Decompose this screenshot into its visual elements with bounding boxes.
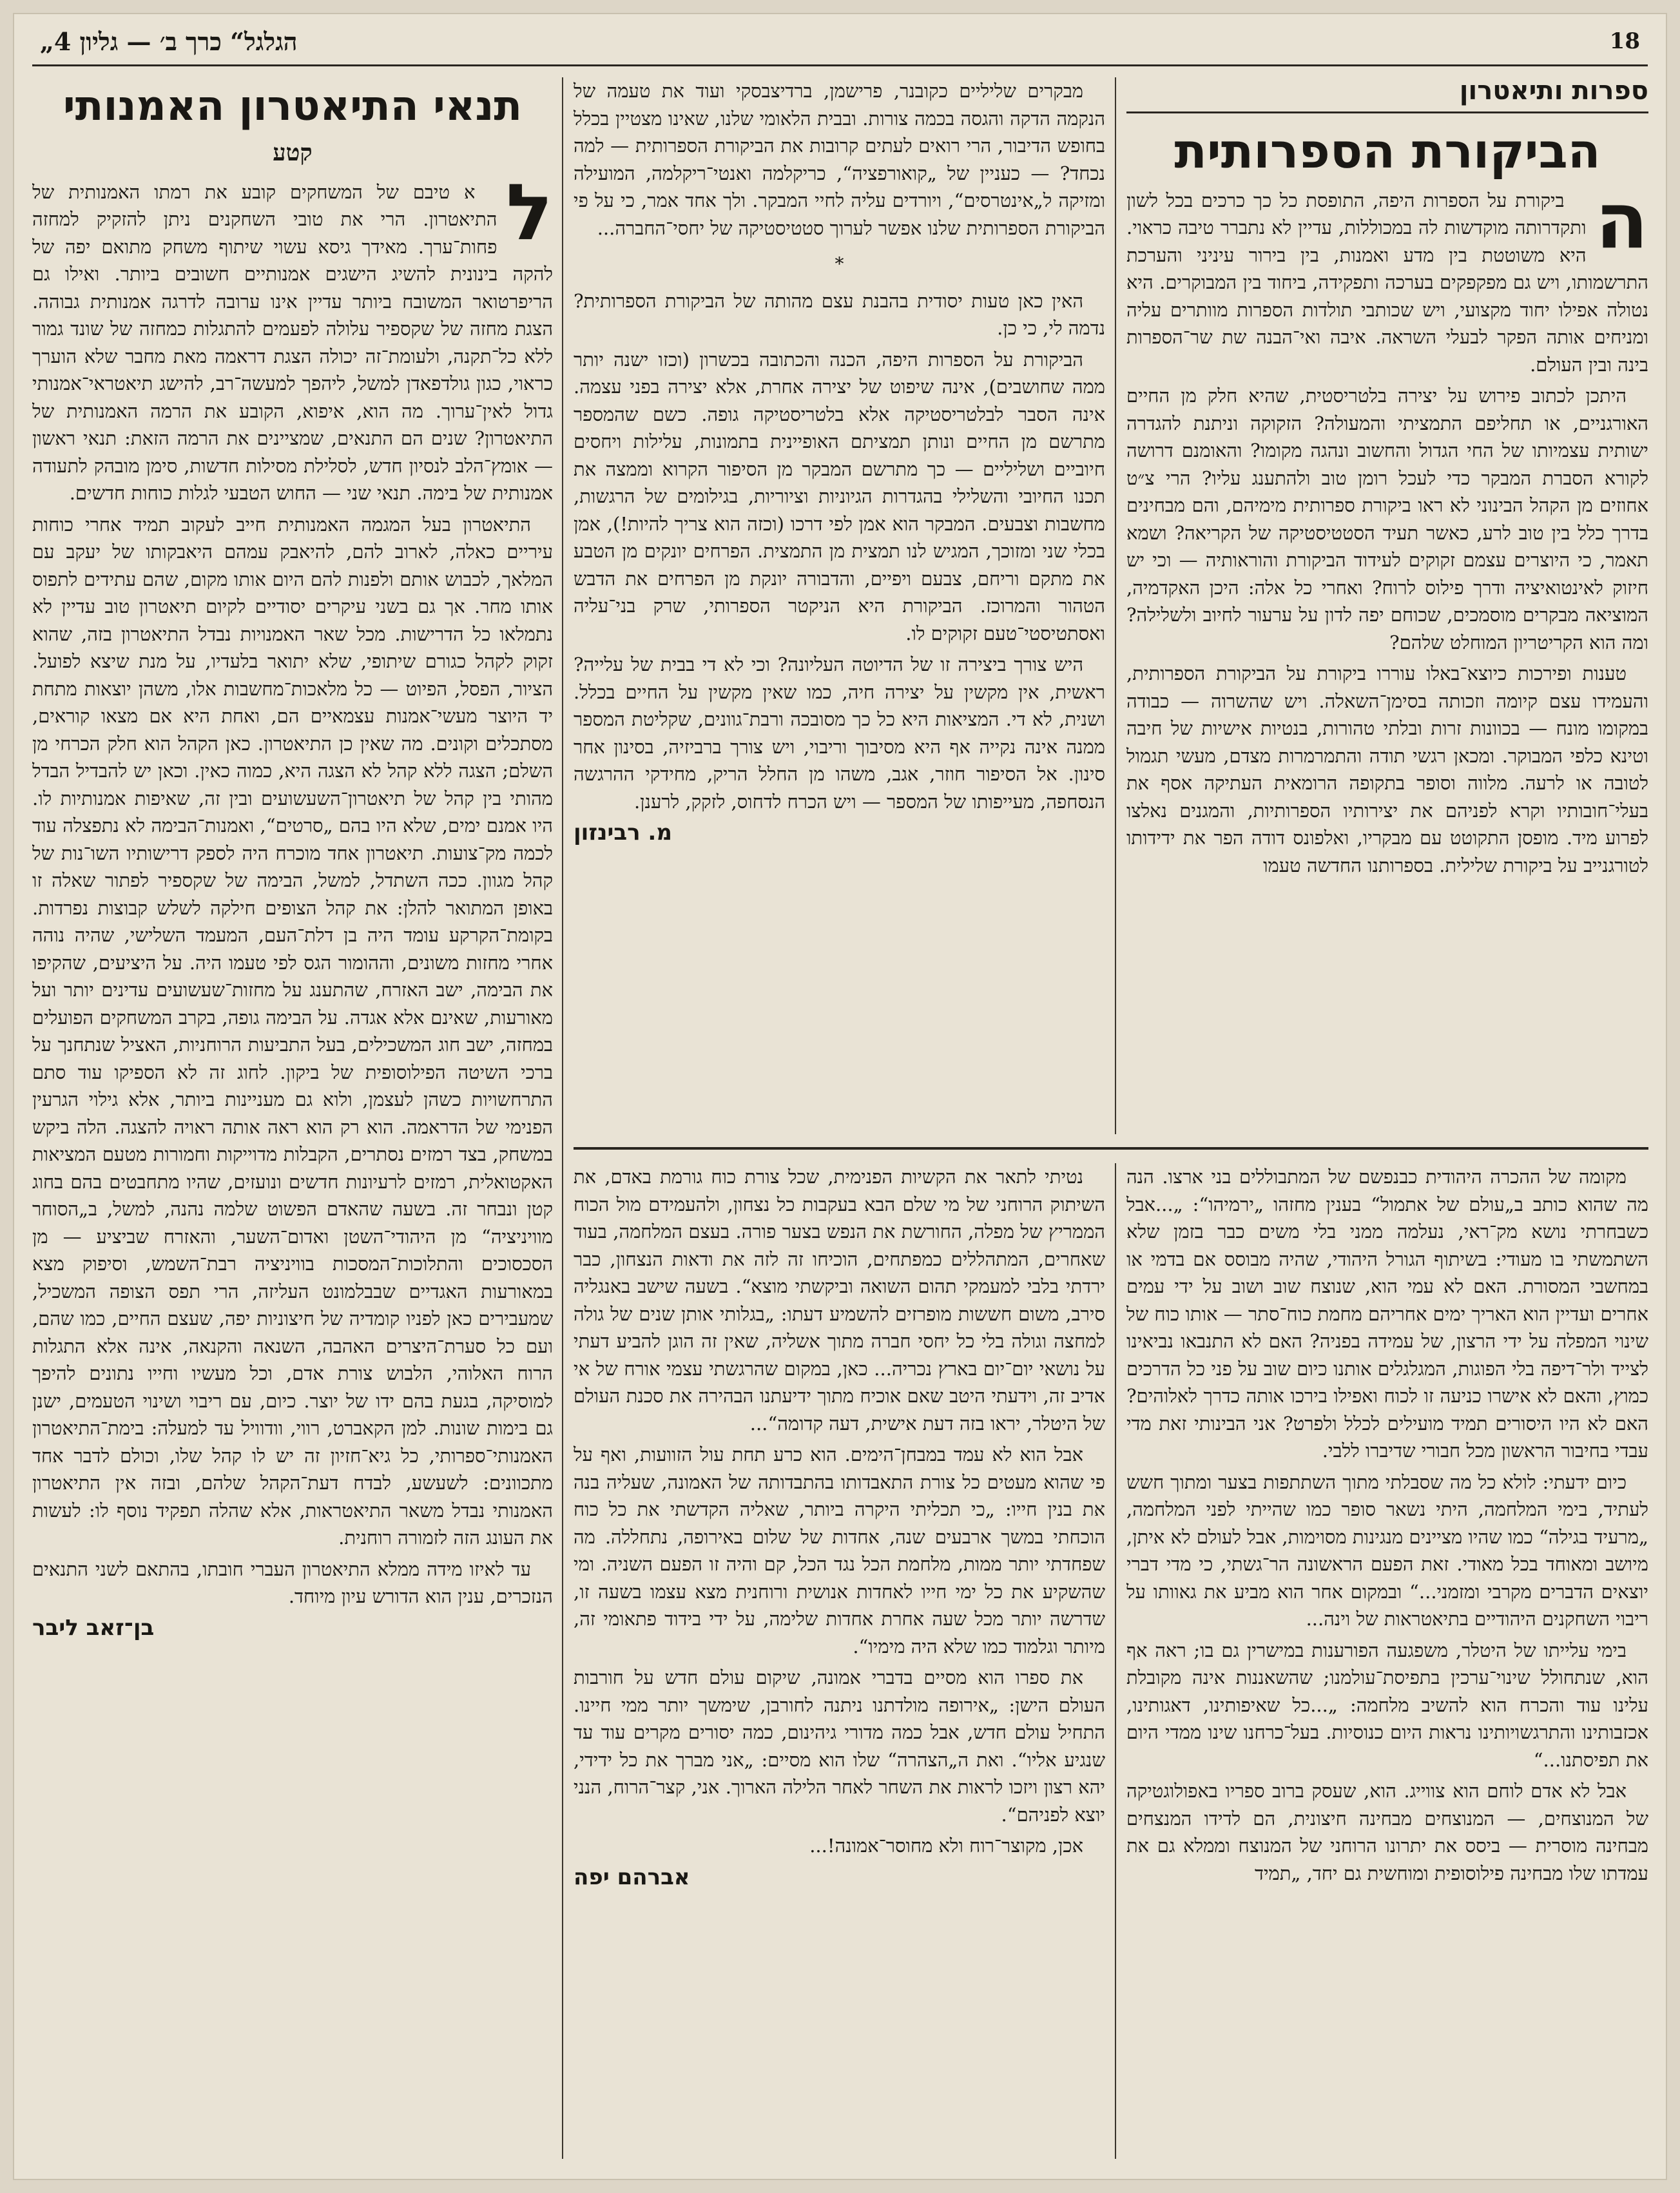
dropcap-letter: ה — [1595, 176, 1648, 266]
paragraph: אבל לא אדם לוחם הוא צווייג. הוא, שעסק ברוב ספריו באפולוגטיקה של המנוצחים, — המנוצחים מבחינה חיצונית, הם לדידו המנצחים מבחינה מוסרית — ביסס את יתרונו הרוחני של המנוצח וממלא גם את עמדתו שלו מבחינה פילוסופית ומוחשית גם יחד, „תמיד — [1126, 1780, 1648, 1884]
paragraph: טענות ופירכות כיוצא־באלו עוררו ביקורת על הביקורת הספרותית, והעמידו עצם קיומה וזכותה בסימן־השאלה. ויש שהשרוה — כבודה במקומו מונח — בכוונות זרות ובלתי טהורות, בנטיות אישיות של חיבה וטינא כלפי המבוקר. ומכאן רגשי תודה והתמרמרות מצדם, מעשי תגמול לטובה או לרעה. מלווה וסופר בתקופה הרומאית העתיקה אסף את בעלי־חובותיו וקרא לפניהם את יצירותיו הספרותיות, והמגנים נאלצו לפרוע מיד. מופסן התקוטט עם מבקריו, ואלפונס דודה הפר את ידידותו לטורגנייב על ביקורת שלילית. בספרותנו החדשה טעמו — [1126, 662, 1648, 876]
page-header — [32, 23, 1648, 66]
dropcap-letter: ל — [506, 168, 553, 258]
literary-column-1 — [1126, 77, 1648, 1134]
paragraph: כיום ידעתי: לולא כל מה שסבלתי מתוך השתתפות בצער ומתוך חשש לעתיד, בימי המלחמה, היתי נשאר סופר כמו שהייתי לפני המלחמה, „מרעיד בגילה“ כמו שהיו מציינים מנגינות מסוימות, אבל לעולם לא איתן, מיושב ומאוחד בכל מאודי. זאת הפעם הראשונה הר־גשתי, כי מדי דברי יוצאים הדברים מקרבי ומזמני...“ ובמקום אחר הוא מביע את גאוותו על ריבוי השחקנים היהודיים בתיאטראות של וינה... — [1126, 1471, 1648, 1630]
paragraph: נטיתי לתאר את הקשיות הפנימית, שכל צורת כוח גורמת באדם, את השיתוק הרוחני של מי שלם הבא בעקבות כל נצחון, ולהעמידם מול הכוח הממריץ של מפלה, החורשת את הנפש בצער פורה. בעצם המלחמה, בעוד שאחרים, המתהללים כמפתחים, הוכיחו זה לזה את ודאות הנצחון, כבר ירדתי בלבי למעמקי תהום השואה וביקשתי מוצא“. בשעה שישב באנגליה סירב, משום חששות מופרזים להשמיע דעתו: „בגלותי אותן שנים של גולה למחצה וגולה בלי כל יחסי חברה מתוך אשליה, שאין זה הוגן להביע דעתי על נושאי יום־יום בארץ נכריה... כאן, במקום שהרגשתי עצמי אורח של אי אדיב זה, וידעתי היטב שאם אוכיח מתוך ידיעתנו הבהירה את סכנת העולם של היטלר, יראו בזה דעת אישית, דעה קדומה“... — [574, 1166, 1105, 1435]
lower-right-column — [1126, 1163, 1648, 2159]
column-divider — [1115, 1163, 1116, 2159]
article-title: הביקורת הספרותית — [1174, 123, 1601, 179]
section-separator: * — [835, 253, 844, 275]
theater-column — [32, 77, 553, 2159]
author-signature: בן־זאב ליבר — [32, 1614, 155, 1641]
paragraph: א טיבם של המשחקים קובע את רמתו האמנותית של התיאטרון. הרי את טובי השחקנים ניתן להזקיק למחזה פחות־ערך. מאידך גיסא עשוי שיתוף משחק מתואם יפה של להקה בינונית להשיג הישגים אמנותיים חשובים ביותר. ואילו גם הריפרטואר המשובח ביותר עדיין אינו ערובה לדרגה אמנותית גבוהה. הצגת מחזה של שקספיר עלולה לפעמים להתגלות כמחזה של שונד גמור ללא כל־תקנה, ולעומת־זה יכולה הצגת דראמה מאת מחבר שלא הוערך כראוי, כגון גולדפאדן למשל, ליהפך למעשה־רב, להישג תיאטראי־אמנותי גדול לאין־ערוך. מה הוא, איפוא, הקובע את הרמה האמנותית של התיאטרון? שנים הם התנאים, שמציינים את הרמה הזאת: תנאי ראשון — אומץ־הלב לנסיון חדש, לסלילת מסילות חדשות, סימן מובהק לתעודה אמנותית של בימה. תנאי שני — החוש הטבעי לגלות כוחות חדשים. — [32, 180, 553, 504]
paragraph: עד לאיזו מידה ממלא התיאטרון העברי חובתו, בהתאם לשני התנאים הנזכרים, ענין הוא הדורש עיון מיוחד. — [32, 1558, 553, 1607]
paragraph: הביקורת על הספרות היפה, הכנה והכתובה בכשרון (וכזו ישנה יותר ממה שחושבים), אינה שיפוט של יצירה אחרת, אלא יצירה בפני עצמה. אינה הסבר לבלטריסטיקה אלא בלטריסטיקה גופה. כשם שהמספר מתרשם מן החיים ונותן תמציתם האופיינית בתמונות, עלילות ויחסים חיוביים ושליליים — כך מתרשם המבקר מן הסיפור הקרוא וממצה את תכנו החיובי והשלילי בהגדרות הגיוניות וציוריות, בגילומים של הרגשות, מחשבות וצבעים. המבקר הוא אמן לפי דרכו (וכזה הוא צריך להיות!), אמן בכלי שני ומזוכך, המגיש לנו תמצית מן התמצית. הפרחים יונקים מן הטבע את מתקם וריחם, צבעם ויפיים, והדבורה יונקת מן הפרחים את הדבש הטהור והמרוכז. הביקורת היא הניקטר הספרותי, שרק בני־עליה ואסתטיסטי־טעם זקוקים לו. — [574, 348, 1105, 644]
paragraph: התיאטרון בעל המגמה האמנותית חייב לעקוב תמיד אחרי כוחות עיריים כאלה, לארוב להם, להיאבק עמהם היאבקותו של יעקב עם המלאך, לכבוש אותם ולפנות להם היום אותו מקום, שהם עתידים לתפוס אותו מחר. אך גם בשני עיקרים יסודיים לקיום תיאטרון טוב עדיין לא נתמלאו כל הדרישות. מכל שאר האמנויות נבדל התיאטרון בזה, שהוא זקוק לקהל כגורם שיתופי, שלא יתואר בלעדיו, על מנת שיצא לפועל. הציור, הפסל, הפיוט — כל מלאכות־מחשבות אלו, משהן יוצאות מתחת יד היוצר מעשי־אמנות עצמאיים הם, ואחת היא אם מצאו קוראים, מסתכלים וקונים. מה שאין כן התיאטרון. כאן הקהל הוא חלק הכרחי מן השלם; הצגה ללא קהל לא הצגה היא, כמוה כאין. וכאן יש להבדיל הבדל מהותי בין קהל של תיאטרון־השעשועים ובין זה, שאיפות אמנותיות לו. היו אמנם ימים, שלא היו בהם „סרטים“, ואמנות־הבימה לא נתפצלה עוד לכמה מק־צועות. תיאטרון אחד מוכרח היה לספק דרישותיו השו־נות של קהל מגוון. ככה השתדל, למשל, הבימה של שקספיר לפתור שאלה זו באופן המתואר להלן: את קהל הצופים חילקה לשלש קבוצות נפרדות. בקומת־הקרקע עומד היה בן דלת־העם, המעמד השלישי, שהיה נוהה אחרי מחזות משונים, וההומור הגס לפי טעמו היה. על היציעים, שהקיפו את הבימה, ישב האזרח, שהתענג על מחזות־שעשועים עדינים יותר ועל מאורעות, שאינם אלא אגדה. על הבימה גופה, בקרב המשחקים הפועלים במחזה, ישב חוג המשכילים, בעל התביעות הרוחניות, האציל שנתחנך על ברכי השיטה הפילוסופית של ביקון. לחוג זה לא הספיקו עוד סתם התרחשויות כשהן לעצמן, ולוא גם מעניינות ביותר, אלא גילוי הגרעין הפנימי של הדראמה. הוא רק הוא ראה אותה ראויה להצגה. הלה ביקש במשחק, בצד רמזים נסתרים, הקבלות מדוייקות וחמורות מטעם המציאות האקטואלית, רמזים לרעיונות חדשים ונועזים, שהיו מתחבטים בהם בחוג קטן ונבחר זה. בשעה שהאדם הפשוט שלמה נהנה, למשל, ב„הסוחר מוויניציה“ מן היהודי־השטן ואדום־השער, והאזרח שביציע — מן הסכסוכים והתלוכות־המסכות בוויניציה רבת־השמש, וסיפוק מצא במאורעות האגדיים שבבלמונט העליזה, הרי תפס הצופה המשכיל, שמעבירים כאן לפניו קומדיה של חיצוניות יפה, שעצם החיים, כמו שהם, ועם כל סערת־היצרים האהבה, השנאה והקנאה, אינה אלא התגלות הרוח האלוהי, הלבוש צורת אדם, וכל מעשיו וחייו נתונים להיפך למוסיקה, בגעת בהם ידו של יוצר. כיום, עם ריבוי ושינוי הטעמים, ישנן גם בימות שונות. למן הקאברט, רווי, וודוויל עד למעלה: בימת־התיאטרון האמנותי־ספרותי, כל גיא־חזיון זה יש לו קהל שלו, וכולם לדבר אחד מתכוונים: לשעשע, לבדח דעת־הקהל שלהם, ובזה אין התיאטרון האמנותי נבדל משאר התיאטראות, אלא שהלה תפקיד נוסף לו: לעשות את העונג הזה לזמורה רוחנית. — [32, 513, 553, 1549]
page-number: 18 — [1609, 28, 1640, 54]
author-signature: מ. רבינזון — [574, 820, 672, 845]
paragraph: ביקורת על הספרות היפה, התופסת כל כך כרכים בכל לשון ותקדרותה מוקדשות לה במכוללות, עדיין לא נתברר טיבה כראוי. היא משוטטת בין מדע ואמנות, בין בירור עיניני והערכת התרשמותו, ויש גם מפקפקים בערכה ותפקידה, ביחוד בין המבוקרים. היא נטולה אפילו יחוד מקצועי, ויש שכותבי תולדות הספרות מוותרים עליה ומניחים אותה הפקר לבעלי השראה. איבה ואי־הבנה שת שר־הספרות בינה ובין העולם. — [1126, 189, 1648, 376]
paragraph: האין כאן טעות יסודית בהבנת עצם מהותה של הביקורת הספרותית? נדמה לי, כי כן. — [574, 289, 1105, 339]
column-divider — [1115, 77, 1116, 1134]
section-tag: ספרות ותיאטרון — [1126, 77, 1648, 113]
author-signature: אברהם יפה — [574, 1864, 690, 1890]
publication-line: „הגלגל“ כרך ב׳ — גליון 4 — [40, 27, 298, 56]
newspaper-page — [13, 13, 1667, 2180]
paragraph: את ספרו הוא מסיים בדברי אמונה, שיקום עולם חדש על חורבות העולם הישן: „אירופה מולדתנו ניתנה לחורבן, שימשך יותר ממי חיינו. התחיל עולם חדש, אבל כמה מדורי גיהינום, כמה יסורים מקרים עוד עד שנגיע אליו“. ואת ה„הצהרה“ שלו הוא מסיים: „אני מברך את כל ידידי, יהא רצון ויזכו לראות את השחר לאחר הלילה הארוך. אני, קצר־הרוח, הנני יוצא לפניהם“. — [574, 1666, 1105, 1826]
paragraph: היש צורך ביצירה זו של הדיוטה העליונה? וכי לא די בבית של עלייה? ראשית, אין מקשין על יצירה חיה, כמו שאין מקשין על החיים בכלל. ושנית, לא די. המציאות היא כל כך מסובכה ורבת־גוונים, שקליטת המספר ממנה אינה נקייה אף היא מסיבוך וריבוי, ויש צורך ברביזיה, בסינון אחר סינון. אל הסיפור חוזר, אגב, משהו מן החלל הריק, מחידקי ההרגשה הנסחפה, מעייפותו של המספר — ויש הכרח לדחוס, לזקק, לרענן. — [574, 653, 1105, 813]
paragraph: מקומה של ההכרה היהודית כבנפשם של המתבוללים בני ארצו. הנה מה שהוא כותב ב„עולם של אתמול“ בענין מחזהו „ירמיהו“: „...אבל כשבחרתי נושא מק־ראי, נעלמה ממני בלי משים כבר בזמן שלא השתמשתי בו מעודי: בשיתוף הגורל היהודי, שהיה מבוסס אם בדמי או במחשבי המסורת. האם לא עמי הוא, שנוצח שוב ושוב על ידי עמים אחרים ועדיין הוא האריך ימים אחריהם מחמת כוח־סתר — אותו כוח של שינוי המפלה על ידי הרצון, של עמידה בפניה? האם לא התנבאו נביאינו לצייד ולר־דיפה בלי הפוגות, המגלגלים אותנו כיום שוב על פני כל הדרכים כמוץ, והאם לא אישרו כניעה זו לכוח ואפילו בירכו אותה כדרך לאלוהים? האם לא היו היסורים תמיד מועילים לכלל ולפרט? אני הבינותי זאת מדי עבדי בחיבור הראשון מכל חבורי שדיברו ללבי. — [1126, 1166, 1648, 1462]
paragraph: מבקרים שליליים כקובנר, פרישמן, ברדיצבסקי ועוד את טעמה של הנקמה הדקה והגסה בכמה צורות. ובבית הלאומי שלנו, שאינו מצטיין בכלל בחופש הדיבור, הרי רואים לעתים קרובות את הביקורת הספרותית — למה נכחד? — כעניין של „קואורפציה“, כריקלמה ואנטי־ריקלמה, המועילה ומזיקה ל„אינטרסים“, ויורדים עליה לחיי המבקר. ולך אחד אמר, כי על פי הביקורת הספרותית שלנו אפשר לערוך סטטיסטיקה של יחסי־החברה... — [574, 80, 1105, 239]
paragraph: אכן, מקוצר־רוח ולא מחוסר־אמונה!... — [809, 1835, 1083, 1857]
column-divider — [562, 77, 563, 2159]
literary-column-2 — [574, 77, 1105, 1134]
theater-subtitle: קטע — [273, 139, 313, 166]
theater-title: תנאי התיאטרון האמנותי — [63, 82, 523, 130]
paragraph: בימי עלייתו של היטלר, משפגעה הפורענות במישרין גם בו; ראה אף הוא, שנתחולל שינוי־ערכין בתפיסת־עולמנו; שהשאננות אינה מקובלת עלינו עוד והכרח הוא להשיב מלחמה: „...כל שאיפותינו, דאגותינו, אכזבותינו והתרגשויותינו נראות היום כנוסיות. בעל־כרחנו שינו ממדי היום את תפיסתנו...“ — [1126, 1639, 1648, 1771]
paragraph: היתכן לכתוב פירוש על יצירה בלטריסטית, שהיא חלק מן החיים האורגניים, או תחליפם התמציתי והמעולה? הזקוקה וניתנת להגדרה ישותית עצמיותו של החי הגדול והחשוב ונהגה מקומו? והאומנם דרושה לקורא הסברת המבקר כדי לעכל רומן טוב ולהתענג עליו? הרי צ״ט אחוזים מן הקהל הבינוני לא ראו ביקורת ספרותית מימיהם, והם מבחינים בדרך כלל בין טוב לרע, כאשר תעיד הסטטיסטיקה של הקריאה? ושמא תאמר, כי היוצרים עצמם זקוקים לעידוד הביקורת והוראותיה — וכי יש חיזוק לאינטואיציה ודרך פילוס לרוח? ואחרי כל אלה: היכן האקדמיה, המוציאה מבקרים מוסמכים, שכוחם יפה לדון על ערעור לחיוב ולשלילה? ומה הוא הקריטריון המוחלט שלהם? — [1126, 385, 1648, 653]
lower-middle-column — [574, 1163, 1105, 2159]
horizontal-divider — [574, 1147, 1648, 1150]
paragraph: אבל הוא לא עמד במבחן־הימים. הוא כרע תחת עול הזוועות, ואף על פי שהוא מעטים כל צורת התאבדותו בהתבדותה של האמונה, שעליה בנה את בנין חייו: „כי תכליתי היקרה ביותר, שאליה הקדשתי את כל כוח הוכחתי במשך ארבעים שנה, אחדות של שלום באירופה, נתחללה. מה שפחדתי יותר ממות, מלחמת הכל נגד הכל, קם והיה זו הפעם השניה. ומי שהשקיע את כל ימי חייו לאחדות אנושית ורוחנית מצא עצמו בשעה זו, שדרשה יותר מכל שעה אחרת אחדות שלימה, על ידי בידוד פתאומי זה, מיותר וגלמוד כמו שלא היה מימיו“. — [574, 1444, 1105, 1657]
